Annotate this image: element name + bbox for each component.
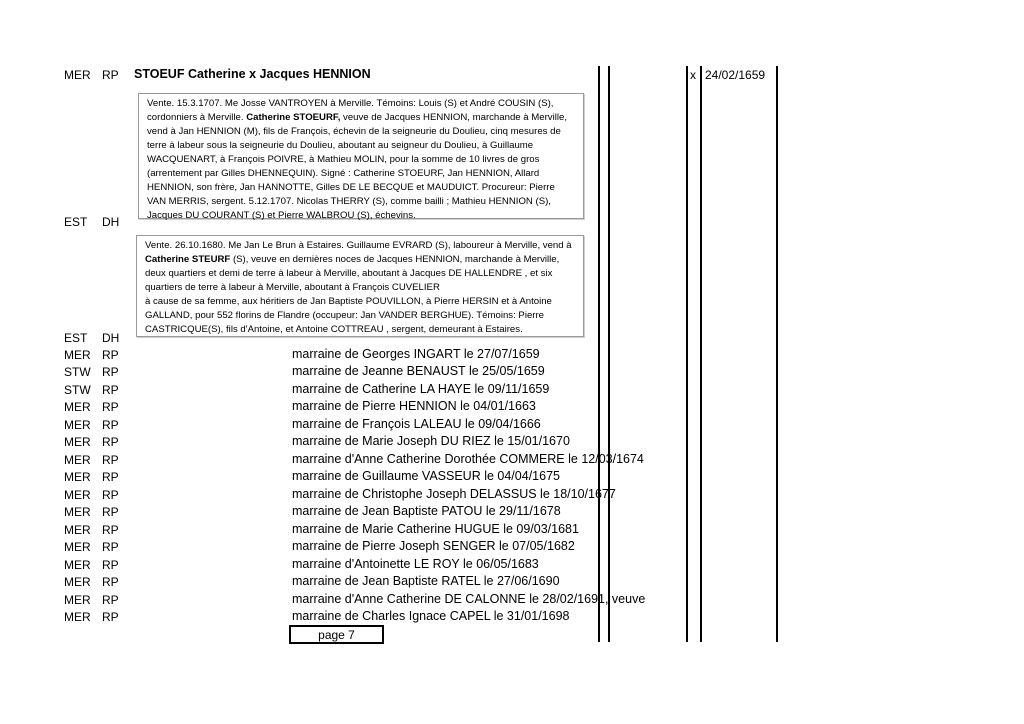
row-code1: MER (64, 558, 91, 572)
row-code1: MER (64, 348, 91, 362)
marriage-date: 24/02/1659 (705, 68, 766, 82)
row-text: marraine de Christophe Joseph DELASSUS le 18/10/1677 (292, 487, 616, 501)
row-code1: MER (64, 505, 91, 519)
row-text: marraine de Charles Ignace CAPEL le 31/01/1698 (292, 609, 570, 623)
row-text: marraine de Catherine LA HAYE le 09/11/1659 (292, 382, 550, 396)
row-text: marraine de Jeanne BENAUST le 25/05/1659 (292, 364, 545, 378)
row-code1: STW (64, 383, 91, 397)
column-rule (686, 66, 688, 642)
row-code2: RP (102, 418, 119, 432)
row-text: marraine d'Antoinette LE ROY le 06/05/1683 (292, 557, 539, 571)
row-code2: RP (102, 505, 119, 519)
row-text: marraine de Marie Catherine HUGUE le 09/03/1681 (292, 522, 579, 536)
note-sale-1707 (138, 93, 584, 219)
page-number: page 7 (289, 625, 384, 644)
note1-text-b: veuve de Jacques HENNION, marchande à Merville, vend à Jan HENNION (M), fils de François, échevin de la seigneurie du Doulieu, cinq mesures de terre à labeur sous la seigneurie du Doulieu, aboutant au seigneur du Doulieu, à Guillaume WACQUENART, à François POIVRE, à Mathieu MOLIN, pour la somme de 10 livres de gros (arrentement par Gilles DHENNEQUIN). Signé : Catherine STOEURF, Jan HENNION, Allard HENNION, son frère, Jan HANNOTTE, Gilles DE LE BECQUE et MAUDUICT. Procureur: Pierre VAN MERRIS, sergent. 5.12.1707. Nicolas THERRY (S), comme bailli ; Mathieu HENNION (S), Jacques DU COURANT (S) et Pierre WALBROU (S), échevins. (147, 112, 567, 221)
note2-bold-name: Catherine STEURF (145, 254, 231, 265)
row-text: marraine de Georges INGART le 27/07/1659 (292, 347, 540, 361)
row-code1: MER (64, 435, 91, 449)
record-title: STOEUF Catherine x Jacques HENNION (134, 67, 371, 81)
row-text: marraine de Jean Baptiste PATOU le 29/11/1678 (292, 504, 561, 518)
row-code1: MER (64, 400, 91, 414)
column-rule (598, 66, 600, 642)
row-code1: MER (64, 593, 91, 607)
row-text: marraine de Jean Baptiste RATEL le 27/06/1690 (292, 574, 560, 588)
marriage-mark: x (690, 68, 696, 82)
row-text: marraine de Guillaume VASSEUR le 04/04/1675 (292, 469, 560, 483)
row-text: marraine de François LALEAU le 09/04/1666 (292, 417, 541, 431)
row-code2: RP (102, 400, 119, 414)
row-code2: RP (102, 523, 119, 537)
note2-text-b: (S), veuve en dernières noces de Jacques HENNION, marchande à Merville, deux quartiers et demi de terre à labeur à Merville, aboutant à Jacques DE HALLENDRE , et six quartiers de terre à labeur à Merville, aboutant à François CUVELIER (145, 254, 560, 293)
row-code2: RP (102, 435, 119, 449)
column-rule (700, 66, 702, 642)
row-code2: RP (102, 348, 119, 362)
row-code1: STW (64, 365, 91, 379)
row-code2: RP (102, 365, 119, 379)
note2-text-c: à cause de sa femme, aux héritiers de Jan Baptiste POUVILLON, à Pierre HERSIN et à Antoine GALLAND, pour 552 florins de Flandre (occupeur: Jan VANDER BERGHUE). Témoins: Pierre CASTRICQUE(S), fils d'Antoine, et Antoine COTTREAU , sergent, demeurant à Estaires. (145, 296, 552, 335)
row-code1: MER (64, 523, 91, 537)
row-code1: MER (64, 488, 91, 502)
header-code2: RP (102, 68, 119, 82)
row-code1: MER (64, 453, 91, 467)
row-code2: RP (102, 470, 119, 484)
row-text: marraine de Marie Joseph DU RIEZ le 15/01/1670 (292, 434, 570, 448)
row-code2: DH (102, 331, 120, 345)
row-text: marraine de Pierre Joseph SENGER le 07/05/1682 (292, 539, 575, 553)
row-text: marraine de Pierre HENNION le 04/01/1663 (292, 399, 536, 413)
row-code1: MER (64, 610, 91, 624)
row-code1: MER (64, 575, 91, 589)
row-code2: DH (102, 215, 120, 229)
row-code2: RP (102, 383, 119, 397)
row-code2: RP (102, 593, 119, 607)
row-code1: EST (64, 331, 88, 345)
header-code1: MER (64, 68, 91, 82)
row-text: marraine d'Anne Catherine DE CALONNE le 28/02/1691, veuve (292, 592, 646, 606)
note1-text-a: Vente. 15.3.1707. Me Josse VANTROYEN à Merville. Témoins: Louis (S) et André COUSIN (S), cordonniers à Merville. (147, 98, 554, 123)
note2-text-a: Vente. 26.10.1680. Me Jan Le Brun à Estaires. Guillaume EVRARD (S), laboureur à Merville, vend à (145, 240, 572, 251)
note-sale-1680 (136, 235, 584, 337)
row-code2: RP (102, 558, 119, 572)
row-code2: RP (102, 575, 119, 589)
column-rule (776, 66, 778, 642)
row-code1: MER (64, 418, 91, 432)
row-text: marraine d'Anne Catherine Dorothée COMMERE le 12/03/1674 (292, 452, 644, 466)
row-code1: MER (64, 540, 91, 554)
row-code2: RP (102, 540, 119, 554)
row-code1: MER (64, 470, 91, 484)
row-code2: RP (102, 453, 119, 467)
column-rule (608, 66, 610, 642)
row-code1: EST (64, 215, 88, 229)
row-code2: RP (102, 488, 119, 502)
row-code2: RP (102, 610, 119, 624)
note1-bold-name: Catherine STOEURF, (246, 112, 341, 123)
